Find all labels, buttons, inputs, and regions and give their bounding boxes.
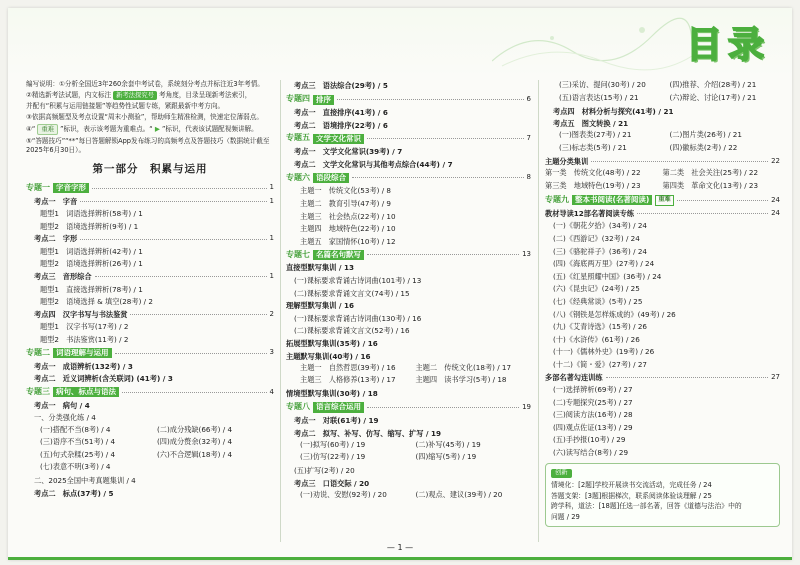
toc-entry-link[interactable]: (六)不合逻辑(18考) / 4 <box>157 449 233 459</box>
toc-section-link[interactable] <box>286 119 531 132</box>
toc-topic-link[interactable] <box>545 193 780 207</box>
toc-section-link[interactable] <box>545 105 780 118</box>
note-2: ②精选新考法试题，内文标注 新考法探究号 考角度，目录呈现新考法索引， <box>26 91 252 100</box>
dot-leader <box>591 161 768 162</box>
entry-text: 考点一 文学文化常识(39考) / 7 <box>294 147 403 157</box>
dot-leader <box>367 407 519 408</box>
topic-name: 文学文化常识 <box>313 134 364 144</box>
entry-text: 考点一 病句 / 4 <box>34 400 90 410</box>
toc-entry-link[interactable]: 第四类 革命文化(13考) / 23 <box>662 180 759 190</box>
page-ref: 1 <box>269 183 274 192</box>
entry-text: 考点二 语境排序(22考) / 6 <box>294 120 388 130</box>
toc-section-link[interactable] <box>286 158 531 171</box>
toc-entry-pair <box>26 425 274 438</box>
dot-leader <box>122 392 267 393</box>
topic-name: 病句、标点与语法 <box>53 387 119 397</box>
page-number: — 1 — <box>386 543 414 553</box>
toc-entry-link[interactable]: 主题二 教育引导(47考) / 9 <box>300 199 392 208</box>
topic-name: 名篇名句默写 <box>313 250 364 260</box>
toc-entry-pair <box>286 490 531 503</box>
toc-entry-link[interactable]: 主题三 人格修养(13考) / 17 <box>300 375 396 385</box>
toc-entry-link[interactable]: 二、2025全国中考真题集训 / 4 <box>34 476 136 486</box>
dot-leader <box>80 201 266 202</box>
innovation-line: 跨学科，道法：[18题]任选一部名著，回答《道德与法治》中的 <box>551 502 742 511</box>
topic-label: 专题二 <box>26 347 50 357</box>
page-ref: 27 <box>771 372 780 381</box>
entry-text: 多部名著勾连训练 <box>545 372 603 382</box>
toc-entry-link[interactable]: (二)课标要求背诵文言文(74考) / 15 <box>294 288 410 298</box>
note-5: ⑤“答题技巧”“**”每日答题解锁App发布练习的高频考点及答题技巧（数据统计截至2025年6月30日）。 <box>26 136 270 155</box>
dot-leader <box>606 377 769 378</box>
toc-entry-link[interactable]: 主题五 家国情怀(10考) / 12 <box>300 236 396 246</box>
part-title: 第一部分 积累与运用 <box>92 162 208 175</box>
toc-section-link[interactable] <box>286 427 531 440</box>
entry-text: 考点二 字形 <box>34 234 78 244</box>
entry-text: 教材导读12部名著阅读专练 <box>545 208 635 218</box>
toc-entry-link[interactable]: (四)徽标类(2考) / 22 <box>669 142 738 152</box>
toc-group-link[interactable]: 理解型默写集训 / 16 <box>286 301 354 311</box>
toc-entry-link[interactable]: (四)《海底两万里》(27考) / 24 <box>553 259 655 269</box>
toc-entry-link[interactable]: (五)语言表达(15考) / 21 <box>559 92 639 102</box>
toc-section-link[interactable] <box>26 195 274 208</box>
toc-entry-link[interactable]: (一)搭配不当(8考) / 4 <box>40 424 111 434</box>
toc-entry-link[interactable]: (五)《红星照耀中国》(36考) / 24 <box>553 271 662 281</box>
entry-text: 考点二 近义词辨析(含关联词) (41考) / 3 <box>34 374 173 384</box>
toc-entry-link[interactable]: (七)《经典常谈》(5考) / 25 <box>553 296 643 306</box>
topic-label: 专题八 <box>286 402 310 412</box>
entry-text: 考点二 文学文化常识与其他考点综合(44考) / 7 <box>294 159 453 169</box>
page-ref: 7 <box>526 134 531 143</box>
page-ref: 2 <box>269 310 274 318</box>
toc-entry-pair <box>286 452 531 465</box>
toc-entry-link[interactable]: 题型1 词语选择辨析(58考) / 1 <box>40 209 143 219</box>
toc-list-1 <box>26 181 274 500</box>
dot-leader <box>367 138 524 139</box>
toc-topic-link[interactable] <box>286 171 531 185</box>
toc-entry-link[interactable]: 题型1 直接选择辨析(78考) / 1 <box>40 284 143 294</box>
toc-group-link[interactable]: 拓展型默写集训(35考) / 16 <box>286 338 378 348</box>
toc-entry-link[interactable]: (三)阅读方法(16考) / 28 <box>553 410 633 420</box>
entry-text: 主题分类集训 <box>545 157 589 166</box>
toc-entry-link[interactable]: (三)标志类(5考) / 21 <box>559 142 627 152</box>
video-icon: ▶ <box>154 125 160 134</box>
toc-entry-link[interactable]: 主题一 传统文化(53考) / 8 <box>300 186 392 196</box>
topic-label: 专题七 <box>286 249 310 259</box>
toc-entry-link[interactable]: (十)《水浒传》(61考) / 26 <box>553 334 640 344</box>
toc-entry-pair <box>545 181 780 194</box>
toc-entry-link[interactable]: 主题四 读书学习(5考) / 18 <box>415 375 507 385</box>
toc-entry-pair <box>26 450 274 463</box>
toc-section-link[interactable] <box>26 399 274 412</box>
dot-leader <box>367 254 519 255</box>
entry-text: 考点二 标点(37考) / 5 <box>34 488 114 498</box>
page-ref: 24 <box>771 208 780 217</box>
entry-text: 考点一 直接排序(41考) / 6 <box>294 108 388 118</box>
entry-text: 考点三 口语交际 / 20 <box>294 478 370 488</box>
toc-entry-pair <box>545 130 780 143</box>
entry-text: 考点四 汉字书写与书法鉴赏 <box>34 309 128 319</box>
page-ref: 1 <box>269 272 274 281</box>
topic-label: 专题三 <box>26 386 50 396</box>
innovation-line: 答题支架：[3题]根据梯次，联系阅读体验谈理解 / 25 <box>551 491 712 500</box>
innovation-line: 问题 / 29 <box>551 513 580 522</box>
toc-entry-link[interactable]: (四)缩写(5考) / 19 <box>415 452 477 462</box>
toc-entry-pair <box>286 440 531 453</box>
toc-entry-link[interactable]: (五)手抄报(10考) / 29 <box>553 435 626 445</box>
toc-section-link[interactable] <box>545 118 780 131</box>
toc-entry-link[interactable]: 题型1 词语选择辨析(42考) / 1 <box>40 246 143 256</box>
toc-entry-link[interactable]: (二)补写(45考) / 19 <box>415 439 481 449</box>
toc-entry-link[interactable]: (四)成分赘余(32考) / 4 <box>157 437 233 447</box>
toc-topic-link[interactable] <box>26 346 274 360</box>
toc-group-link[interactable]: 直接型默写集训 / 13 <box>286 263 354 273</box>
toc-entry-link[interactable]: (一)《朝花夕拾》(34考) / 24 <box>553 221 647 231</box>
toc-entry-link[interactable]: (一)图表类(27考) / 21 <box>559 130 632 140</box>
entry-text: 考点一 字音 <box>34 196 78 206</box>
note-1: 编写说明：①分析全国近3年260余套中考试卷，系统刻分考点并标注近3年考情。 <box>26 80 264 88</box>
toc-section-link[interactable] <box>26 488 274 501</box>
toc-entry-link[interactable]: (三)《骆驼祥子》(36考) / 24 <box>553 246 647 256</box>
toc-entry-pair <box>545 93 780 106</box>
toc-entry-pair <box>545 143 780 156</box>
toc-entry-link[interactable]: (六)辩论、讨论(17考) / 21 <box>669 92 757 102</box>
page-ref: 4 <box>269 387 274 396</box>
page-ref: 19 <box>522 402 531 411</box>
toc-topic-link[interactable] <box>286 132 531 146</box>
toc-group-link[interactable] <box>545 207 780 220</box>
toc-section-link[interactable] <box>26 271 274 284</box>
topic-name: 词语理解与运用 <box>53 348 112 358</box>
page-ref: 6 <box>526 94 531 103</box>
topic-label: 专题五 <box>286 133 310 143</box>
topic-label: 专题六 <box>286 172 310 182</box>
toc-entry-link[interactable]: (二)观点、建议(39考) / 20 <box>415 490 503 500</box>
toc-entry-link[interactable]: (二)成分残缺(66考) / 4 <box>157 424 233 434</box>
innovation-line: 情境化：[2题]学校开展读书交流活动，完成任务 / 24 <box>551 480 712 489</box>
entry-text: 考点一 对联(61考) / 19 <box>294 415 379 425</box>
entry-text: 考点三 语法综合(29考) / 5 <box>294 81 388 91</box>
toc-entry-link[interactable]: 题型2 书法鉴赏(11考) / 2 <box>40 335 129 345</box>
toc-topic-link[interactable] <box>286 400 531 414</box>
toc-entry-link[interactable]: (二)课标要求背诵文言文(52考) / 16 <box>294 326 410 336</box>
toc-entry-link[interactable]: (四)推荐、介绍(28考) / 21 <box>669 80 757 89</box>
dot-leader <box>92 188 267 189</box>
difficulty-tag: 重难 <box>655 195 673 205</box>
toc-entry-link[interactable]: (四)观点佐证(13考) / 29 <box>553 422 633 432</box>
note-4: ④“ 重难 ”标识，表示该考题为重难点。“ ▶ ”标识，代表该试题配视频讲解。 <box>26 124 274 135</box>
document-page <box>8 8 792 560</box>
toc-section-link[interactable] <box>26 360 274 373</box>
toc-entry-link[interactable]: (五)扩写(2考) / 20 <box>294 466 355 476</box>
toc-entry-link[interactable]: (十一)《儒林外史》(19考) / 26 <box>553 347 655 357</box>
toc-entry-pair <box>545 168 780 181</box>
toc-entry-pair <box>545 80 780 93</box>
topic-name: 字音字形 <box>53 183 89 193</box>
dot-leader <box>677 200 768 201</box>
toc-group-link[interactable] <box>545 156 780 169</box>
toc-entry-link[interactable]: (二)图片类(26考) / 21 <box>669 130 742 140</box>
toc-entry-pair <box>286 375 531 388</box>
entry-text: 考点五 图文转换 / 21 <box>553 119 629 129</box>
entry-text: 考点三 音形综合 <box>34 272 92 282</box>
page-ref: 24 <box>771 195 780 204</box>
toc-entry-link[interactable]: (三)采访、提问(30考) / 20 <box>559 80 646 89</box>
entry-text: 考点一 成语辨析(132考) / 3 <box>34 361 133 371</box>
page-ref: 3 <box>269 348 274 357</box>
toc-list-3 <box>545 80 780 459</box>
toc-entry-link[interactable]: (七)表意不明(3考) / 4 <box>40 462 111 472</box>
toc-column-2 <box>286 80 531 503</box>
toc-entry-pair <box>26 462 274 475</box>
toc-entry-link[interactable]: 题型2 语境选择 & 填空(28考) / 2 <box>40 297 153 307</box>
innovation-tag: 创新 <box>551 469 572 478</box>
innovation-box <box>545 463 780 527</box>
toc-entry-link[interactable]: (一)课标要求背诵古诗词曲(101考) / 13 <box>294 275 422 285</box>
page-title: 目录 <box>685 25 770 66</box>
toc-entry-link[interactable]: (八)《钢铁是怎样炼成的》(49考) / 26 <box>553 309 676 319</box>
toc-topic-link[interactable] <box>286 93 531 107</box>
toc-entry-link[interactable]: 主题四 地域特色(22考) / 10 <box>300 224 396 234</box>
toc-entry-link[interactable]: (一)课标要求背诵古诗词曲(130考) / 16 <box>294 313 422 323</box>
toc-entry-link[interactable]: (一)选择辨析(69考) / 27 <box>553 385 633 395</box>
toc-entry-link[interactable]: (六)《昆虫记》(24考) / 25 <box>553 284 640 294</box>
topic-label: 专题一 <box>26 182 50 192</box>
page-ref: 8 <box>526 173 531 182</box>
toc-entry-link[interactable]: (三)仿写(22考) / 19 <box>300 452 366 462</box>
toc-topic-link[interactable] <box>26 181 274 195</box>
dot-leader <box>352 177 524 178</box>
toc-entry-pair <box>286 363 531 376</box>
toc-section-link[interactable] <box>26 373 274 386</box>
toc-entry-link[interactable]: (一)拟写(60考) / 19 <box>300 439 366 449</box>
difficulty-tag: 重难 <box>37 124 58 135</box>
new-method-tag: 新考法探究号 <box>113 91 157 100</box>
dot-leader <box>80 239 266 240</box>
toc-entry-link[interactable]: 主题二 传统文化(18考) / 17 <box>415 362 512 372</box>
toc-entry-link[interactable]: (二)专题探究(25考) / 27 <box>553 397 633 407</box>
note-3: ③依据高频题型及考点设置“周末小测验”，帮助师生精准检测，快速定位薄弱点。 <box>26 113 263 122</box>
toc-topic-link[interactable] <box>286 248 531 262</box>
toc-section-link[interactable] <box>26 233 274 246</box>
topic-name: 语言综合运用 <box>313 402 364 412</box>
toc-entry-link[interactable]: 主题三 社会热点(22考) / 10 <box>300 211 396 221</box>
note-2b: 并配有“积累与运用链接题”等趋势性试题专练，紧跟最新中考方向。 <box>26 102 225 111</box>
toc-entry-link[interactable]: (五)句式杂糅(25考) / 4 <box>40 449 116 459</box>
topic-name: 整本书阅读(名著阅读) <box>572 195 652 205</box>
toc-section-link[interactable] <box>26 308 274 321</box>
dot-leader <box>337 99 524 100</box>
toc-topic-link[interactable] <box>26 385 274 399</box>
toc-entry-link[interactable]: 题型2 语境选择辨析(9考) / 1 <box>40 221 139 231</box>
entry-text: 考点二 拟写、补写、仿写、缩写、扩写 / 19 <box>294 428 442 438</box>
dot-leader <box>637 213 768 214</box>
entry-text: 考点四 材料分析与探究(41考) / 21 <box>553 106 674 116</box>
toc-entry-link[interactable]: (三)语序不当(51考) / 4 <box>40 437 116 447</box>
toc-entry-link[interactable]: 一、分类强化练 / 4 <box>34 413 96 423</box>
toc-entry-link[interactable]: (六)读写结合(8考) / 29 <box>553 448 629 458</box>
toc-group-link[interactable] <box>545 371 780 384</box>
toc-entry-link[interactable]: (十二)《简・爱》(27考) / 27 <box>553 359 647 369</box>
toc-entry-link[interactable]: 第三类 地域特色(19考) / 23 <box>545 180 641 190</box>
toc-section-link[interactable] <box>286 414 531 427</box>
dot-leader <box>130 314 266 315</box>
toc-entry-pair <box>26 437 274 450</box>
toc-entry-link[interactable]: 第二类 社会关注(25考) / 22 <box>662 168 759 178</box>
toc-section-link[interactable] <box>286 107 531 120</box>
page-ref: 13 <box>522 250 531 259</box>
page-ref: 1 <box>269 234 274 243</box>
page-ref: 22 <box>771 157 780 166</box>
topic-name: 排序 <box>313 95 334 105</box>
toc-entry-link[interactable]: (二)《西游记》(32考) / 24 <box>553 233 640 243</box>
footer-bar <box>8 557 792 560</box>
toc-entry-link[interactable] <box>157 462 274 475</box>
toc-group-link[interactable]: 情境型默写集训(30考) / 18 <box>286 389 378 399</box>
toc-section-link[interactable] <box>286 80 531 93</box>
toc-entry-link[interactable]: (一)劝说、安慰(92考) / 20 <box>300 490 387 500</box>
toc-section-link[interactable] <box>286 477 531 490</box>
toc-entry-link[interactable]: (九)《艾青诗选》(15考) / 26 <box>553 322 647 332</box>
topic-label: 专题四 <box>286 94 310 104</box>
toc-entry-link[interactable]: 题型2 语境选择辨析(26考) / 1 <box>40 259 143 269</box>
header-decoration <box>492 16 692 71</box>
dot-leader <box>115 353 267 354</box>
toc-column-1 <box>26 80 274 500</box>
column-divider <box>538 80 539 542</box>
column-divider <box>280 80 281 542</box>
page-ref: 1 <box>269 196 274 205</box>
toc-section-link[interactable] <box>286 146 531 159</box>
toc-entry-link[interactable]: 主题一 自然哲思(39考) / 16 <box>300 362 396 372</box>
topic-name: 语段综合 <box>313 173 349 183</box>
toc-entry-link[interactable]: 第一类 传统文化(48考) / 22 <box>545 168 641 178</box>
editor-notes <box>26 80 274 156</box>
dot-leader <box>95 276 267 277</box>
toc-column-3 <box>545 80 780 527</box>
toc-entry-link[interactable]: 题型1 汉字书写(17考) / 2 <box>40 322 129 332</box>
toc-group-link[interactable]: 主题默写集训(40考) / 16 <box>286 351 371 361</box>
topic-label: 专题九 <box>545 194 569 204</box>
toc-list-2 <box>286 80 531 503</box>
